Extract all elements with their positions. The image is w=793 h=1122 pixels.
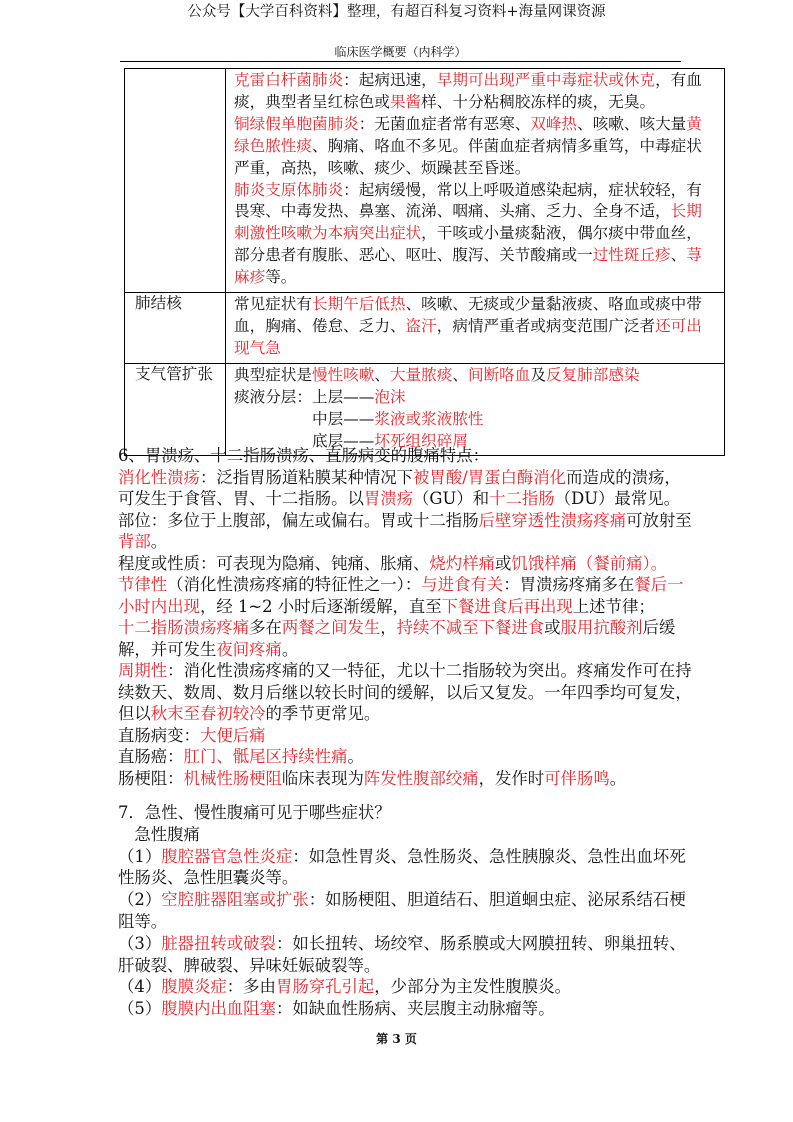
text-segment: 。 (609, 768, 627, 788)
highlighted-text: 双峰热 (530, 114, 578, 133)
highlighted-text: 黄 (686, 114, 702, 133)
text-segment: 典型症状是 (234, 365, 312, 384)
text-line (118, 998, 738, 1020)
symptom-cell (226, 363, 725, 456)
text-segment: 中层—— (234, 409, 375, 428)
text-segment: （4） (118, 977, 162, 997)
symptom-cell (226, 293, 725, 364)
highlighted-text: 肺炎支原体肺炎 (234, 180, 344, 199)
text-segment: 的季节更常见。 (265, 704, 381, 723)
table-row (125, 363, 725, 456)
text-line (118, 976, 738, 998)
text-line (118, 596, 738, 618)
text-line (234, 180, 720, 202)
text-line (118, 824, 738, 846)
text-line (118, 746, 738, 768)
text-line (118, 802, 738, 824)
text-segment: ，经 1~2 小时后逐渐缓解，直至 (199, 596, 442, 616)
text-segment: 但以 (118, 704, 151, 723)
highlighted-text: 空腔脏器阻塞或扩张 (161, 890, 309, 910)
text-line (118, 955, 738, 977)
highlighted-text: 浆液或浆液脓性 (374, 409, 484, 428)
text-segment: 临床表现为 (281, 768, 364, 788)
text-line (118, 768, 738, 790)
top-banner: 公众号【大学百科资料】整理，有超百科复习资料+海量网课资源 (187, 4, 606, 20)
text-line (118, 488, 738, 510)
header-rule (120, 61, 681, 62)
text-segment: 6、胃溃疡、十二指肠溃疡、直肠病变的腹痛特点： (118, 446, 490, 465)
text-segment: 血，胸痛、倦怠、乏力、 (234, 316, 406, 335)
highlighted-text: 肛门、骶尾区持续性痛 (183, 747, 348, 766)
text-segment: 直肠病变： (118, 725, 200, 745)
highlighted-text: 胃溃疡 (363, 489, 414, 508)
text-segment: （5） (118, 999, 162, 1019)
text-segment: 或 (494, 553, 512, 573)
text-segment: 程度或性质：可表现为隐痛、钝痛、胀痛、 (118, 553, 430, 573)
disease-name-cell: 支气管扩张 (125, 363, 226, 456)
highlighted-text: 克雷白杆菌肺炎 (234, 71, 344, 89)
highlighted-text: 现气急 (234, 338, 281, 357)
text-segment: （消化性溃疡疼痛的特征性之一）： (167, 575, 422, 594)
text-line (234, 114, 720, 136)
text-line (234, 70, 720, 92)
text-segment: 、 (670, 246, 687, 265)
highlighted-text: 麻疹 (234, 268, 266, 287)
highlighted-text: 慢性咳嗽 (311, 365, 375, 384)
text-line (118, 911, 738, 933)
text-segment: 样、十分粘稠胶冻样的痰，无臭。 (421, 92, 656, 111)
highlighted-text: 被胃酸/胃蛋白酶消化 (413, 467, 567, 487)
text-segment: ：起病缓慢，常以上呼吸道感染起病，症状较轻，有 (343, 180, 702, 199)
text-line (234, 338, 720, 360)
highlighted-text: 间断咯血 (467, 365, 531, 384)
text-segment: 阻等。 (118, 911, 168, 931)
text-segment: 、咳嗽、咳大量 (577, 114, 687, 133)
text-segment: ，病情严重者或病变范围广泛者 (436, 316, 656, 335)
highlighted-text: 秋末至春初较冷 (150, 704, 266, 723)
text-segment: 、胸痛、咯血不多见。伴菌血症者病情多重笃，中毒症状 (311, 136, 702, 155)
text-line (118, 703, 738, 725)
text-segment: 部分患者有腹胀、恶心、呕吐、腹泻、关节酸痛或一 (234, 246, 593, 265)
text-segment: 、咳嗽、无痰或少量黏液痰、咯血或痰中带 (405, 295, 702, 314)
text-segment: ：消化性溃疡疼痛的又一特征，尤以十二指肠较为突出。疼痛发作可在持 (167, 661, 692, 680)
highlighted-text: 夜间疼痛 (216, 639, 282, 659)
text-segment: 部位：多位于上腹部，偏左或偏右。胃或十二指肠 (118, 510, 479, 530)
text-line (118, 574, 738, 596)
text-segment: 常见症状有 (234, 295, 312, 314)
highlighted-text: 十二指肠溃疡疼痛 (118, 618, 250, 637)
highlighted-text: 机械性肠梗阻 (183, 768, 282, 788)
table-row (125, 69, 725, 293)
text-line (234, 245, 720, 267)
text-segment: ：多由 (226, 977, 276, 997)
highlighted-text: 过性斑丘疹 (592, 246, 671, 265)
text-segment: 而造成的溃疡， (566, 467, 681, 487)
text-segment: ：如肠梗阻、胆道结石、胆道蛔虫症、泌尿系结石梗 (308, 890, 686, 910)
text-segment: 、 (374, 365, 390, 384)
highlighted-text: 铜绿假单胞菌肺炎 (234, 114, 359, 133)
highlighted-text: 持续不减至下餐进食 (396, 618, 545, 637)
text-line (234, 158, 720, 180)
highlighted-text: 泡沫 (374, 387, 406, 406)
highlighted-text: 服用抗酸剂 (560, 618, 643, 637)
text-segment: ，少部分为主发性腹膜炎。 (374, 977, 571, 997)
highlighted-text: 饥饿样痛（餐前痛）。 (511, 553, 668, 573)
text-line (118, 889, 738, 911)
text-line (118, 682, 738, 704)
highlighted-text: 腹膜炎症 (161, 977, 227, 997)
text-line (234, 387, 720, 409)
text-segment: 。 (347, 747, 364, 766)
highlighted-text: 阵发性腹部绞痛 (363, 768, 479, 788)
highlighted-text: 与进食有关 (421, 575, 504, 594)
text-segment: 7．急性、慢性腹痛可见于哪些症状？ (118, 803, 391, 822)
text-line (118, 725, 738, 747)
text-segment: （3） (118, 933, 162, 953)
text-line (118, 660, 738, 682)
text-segment: ，有血 (655, 71, 702, 89)
highlighted-text: 大便后痛 (199, 725, 266, 745)
highlighted-text: 长期 (670, 202, 702, 221)
text-segment: ：无菌血症者常有恶寒、 (358, 114, 531, 133)
text-line (234, 267, 720, 289)
highlighted-text: 早期可出现严重中毒症状或休克 (436, 71, 656, 89)
text-line (234, 409, 720, 431)
text-segment: 畏寒、中毒发热、鼻塞、流涕、咽痛、头痛、乏力、全身不适， (234, 202, 671, 221)
table-row (125, 293, 725, 364)
text-line (118, 467, 738, 489)
text-segment: 。 (150, 532, 168, 551)
text-line (234, 365, 720, 387)
highlighted-text: 餐后一 (634, 575, 684, 594)
text-segment: 可放射至 (626, 510, 692, 530)
highlighted-text: 小时内出现 (118, 596, 200, 616)
text-line (234, 136, 720, 158)
highlighted-text: 腹腔器官急性炎症 (161, 846, 293, 866)
text-line (118, 445, 738, 467)
running-header: 临床医学概要（内科学） (334, 45, 467, 59)
highlighted-text: 消化性溃疡 (118, 467, 200, 487)
text-line (234, 92, 720, 114)
text-segment: 后缓 (642, 618, 676, 637)
highlighted-text: 果酱 (389, 92, 422, 111)
text-line (118, 617, 738, 639)
text-segment: 、 (452, 365, 468, 384)
highlighted-text: 还可出 (655, 316, 702, 335)
highlighted-text: 刺激性咳嗽为本病突出症状 (234, 224, 422, 243)
text-segment: 或 (544, 618, 561, 637)
highlighted-text: 盗汗 (405, 316, 437, 335)
highlighted-text: 烧灼样痛 (429, 553, 495, 573)
text-segment: ：如缺血性肠病、夹层腹主动脉瘤等。 (275, 999, 555, 1019)
text-line (118, 553, 738, 575)
section-6-ulcer-pain (118, 445, 738, 789)
text-segment: 多在 (249, 618, 282, 637)
text-segment: 性肠炎、急性胆囊炎等。 (118, 868, 299, 888)
text-line (118, 510, 738, 532)
text-line (118, 846, 738, 868)
highlighted-text: 长期午后低热 (311, 295, 406, 314)
symptom-table (124, 68, 725, 456)
text-line (118, 867, 738, 889)
disease-name-cell: 肺结核 (125, 293, 226, 364)
highlighted-text: 绿色脓性痰 (234, 136, 312, 155)
text-segment: 可发生于食管、胃、十二指肠。以 (118, 489, 364, 508)
highlighted-text: 可伴肠鸣 (544, 768, 610, 788)
text-segment: （2） (118, 890, 162, 910)
highlighted-text: 下餐进食后再出现 (441, 596, 573, 616)
highlighted-text: 周期性 (118, 661, 168, 680)
text-segment: 及 (530, 365, 546, 384)
text-line (118, 933, 738, 955)
text-segment: 。 (281, 639, 299, 659)
text-segment: 续数天、数周、数月后继以较长时间的缓解，以后又复发。一年四季均可复发， (118, 682, 692, 702)
section-7-abdominal-pain (118, 802, 738, 1020)
text-segment: 底层—— (234, 431, 375, 450)
text-segment: ：起病迅速， (343, 71, 437, 89)
text-segment: ，干咳或小量痰黏液，偶尔痰中带血丝， (421, 224, 702, 243)
text-line (118, 531, 738, 553)
page-number: 第 3 页 (376, 1032, 417, 1046)
highlighted-text: 脏器扭转或破裂 (161, 933, 276, 953)
text-segment: ：胃溃疡疼痛多在 (503, 575, 635, 594)
highlighted-text: 大量脓痰 (389, 365, 453, 384)
text-segment: 急性腹痛 (118, 824, 200, 844)
text-segment: ， (380, 618, 397, 637)
text-segment: 等。 (265, 268, 297, 287)
text-segment: ：如急性胃炎、急性肠炎、急性胰腺炎、急性出血坏死 (292, 846, 686, 866)
text-line (234, 294, 720, 316)
highlighted-text: 反复肺部感染 (545, 365, 640, 384)
highlighted-text: 两餐之间发生 (281, 618, 381, 637)
highlighted-text: 胃肠穿孔引起 (275, 977, 375, 997)
text-line (234, 316, 720, 338)
text-line (118, 639, 738, 661)
text-segment: 肠梗阻： (118, 768, 184, 788)
highlighted-text: 节律性 (118, 575, 168, 594)
text-segment: （DU）最常见。 (554, 489, 680, 508)
text-line (234, 201, 720, 223)
text-segment: 严重，高热，咳嗽、痰少、烦躁甚至昏迷。 (234, 158, 531, 177)
text-line (234, 223, 720, 245)
disease-name-cell (125, 69, 226, 293)
text-segment: 肝破裂、脾破裂、异味妊娠破裂等。 (118, 955, 381, 975)
text-segment: ：如长扭转、场绞窄、肠系膜或大网膜扭转、卵巢扭转、 (275, 933, 686, 953)
text-segment: 上述节律； (572, 596, 655, 616)
highlighted-text: 荨 (686, 246, 702, 265)
text-segment: （GU）和 (413, 489, 490, 508)
highlighted-text: 十二指肠 (489, 489, 555, 508)
text-segment: 痰，典型者呈红棕色或 (234, 92, 390, 111)
text-segment: 直肠癌： (118, 747, 184, 766)
text-segment: 痰液分层：上层—— (234, 387, 375, 406)
text-segment: ：泛指胃肠道粘膜某种情况下 (199, 467, 414, 487)
highlighted-text: 坏死组织碎屑 (374, 431, 468, 450)
text-segment: 解，并可发生 (118, 639, 217, 659)
text-segment: ，发作时 (478, 768, 545, 788)
text-segment: （1） (118, 846, 162, 866)
symptom-cell (226, 69, 725, 293)
highlighted-text: 后壁穿透性溃疡疼痛 (478, 510, 627, 530)
highlighted-text: 背部 (118, 532, 151, 551)
highlighted-text: 腹膜内出血阻塞 (161, 999, 276, 1019)
